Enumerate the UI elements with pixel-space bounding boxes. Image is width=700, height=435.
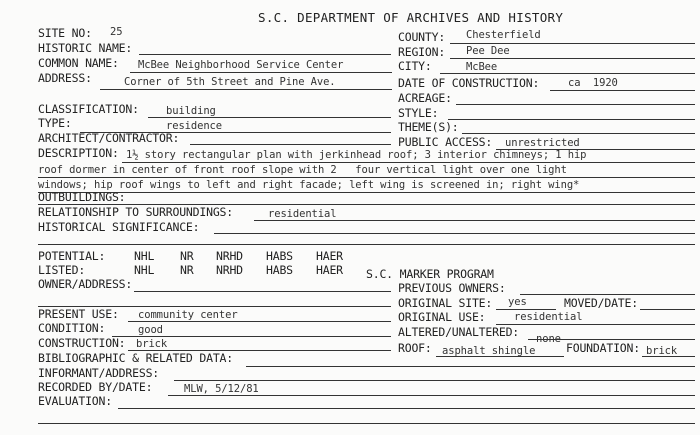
theme-line [462,133,695,134]
section-divider [38,244,695,245]
site-no-label: SITE NO: [38,26,92,40]
description-rule-3 [38,192,695,193]
roof-value: asphalt shingle [442,345,536,357]
classification-line [148,117,391,118]
county-value: Chesterfield [466,29,541,41]
potential-nr: NR [180,249,194,263]
city-label: CITY: [398,59,432,73]
altered-value: none [536,333,561,345]
listed-haer: HAER [316,263,343,277]
original-use-label: ORIGINAL USE: [398,310,486,324]
present-use-label: PRESENT USE: [38,307,119,321]
acreage-label: ACREAGE: [398,91,452,105]
description-rule-2 [38,177,695,178]
type-label: TYPE: [38,116,72,130]
foundation-label: FOUNDATION: [566,341,640,355]
roof-label: ROOF: [398,341,432,355]
bibliographic-line [246,366,695,367]
significance-line [214,233,695,234]
relationship-line [254,220,695,221]
original-site-line [496,309,556,310]
significance-label: HISTORICAL SIGNIFICANCE: [38,220,200,234]
potential-nrhd: NRHD [216,249,243,263]
description-line-3: windows; hip roof wings to left and right facade; left wing is screened in; right wing* [38,179,580,191]
common-name-line [130,72,392,73]
form-title: S.C. DEPARTMENT OF ARCHIVES AND HISTORY [258,10,564,25]
informant-line [174,380,695,381]
evaluation-label: EVALUATION: [38,394,112,408]
listed-nhl: NHL [134,263,155,277]
recorded-by-line [168,395,695,396]
condition-line [112,336,391,337]
listed-habs: HABS [266,263,293,277]
altered-line [528,339,695,340]
original-use-line [496,324,695,325]
region-label: REGION: [398,45,446,59]
foundation-value: brick [646,345,678,357]
style-line [448,119,695,120]
original-site-label: ORIGINAL SITE: [398,296,493,310]
historic-name-label: HISTORIC NAME: [38,41,133,55]
marker-program-label: S.C. MARKER PROGRAM [366,267,494,281]
date-of-construction-label: DATE OF CONSTRUCTION: [398,76,540,90]
description-line-2: roof dormer in center of front roof slope with 2 four vertical light over one light [38,164,567,176]
style-label: STYLE: [398,106,439,120]
public-access-value: unrestricted [505,137,580,149]
potential-habs: HABS [266,249,293,263]
evaluation-line-2 [38,423,695,424]
classification-value: building [166,105,216,117]
architect-label: ARCHITECT/CONTRACTOR: [38,131,180,145]
previous-owners-label: PREVIOUS OWNERS: [398,281,506,295]
potential-label: POTENTIAL: [38,249,106,263]
description-rule-1 [122,162,695,163]
moved-date-line [640,309,695,310]
outbuildings-label: OUTBUILDINGS: [38,190,126,204]
condition-value: good [138,324,163,336]
relationship-label: RELATIONSHIP TO SURROUNDINGS: [38,205,233,219]
evaluation-line [118,408,695,409]
common-name-value: McBee Neighborhood Service Center [138,59,344,71]
informant-label: INFORMANT/ADDRESS: [38,366,160,380]
condition-label: CONDITION: [38,321,106,335]
address-line [100,89,392,90]
public-access-label: PUBLIC ACCESS: [398,135,493,149]
construction-label: CONSTRUCTION: [38,336,126,350]
architect-line [190,144,391,145]
listed-nrhd: NRHD [216,263,243,277]
relationship-value: residential [268,208,337,220]
owner-address-line [134,291,391,292]
historic-name-line [139,54,391,55]
recorded-by-value: MLW, 5/12/81 [184,383,259,395]
city-value: McBee [466,61,498,73]
original-site-value: yes [508,296,527,308]
moved-date-label: MOVED/DATE: [564,296,638,310]
listed-label: LISTED: [38,263,86,277]
description-line-1: 1½ story rectangular plan with jerkinhead roof; 3 interior chimneys; 1 hip [126,149,587,161]
foundation-line [642,356,695,357]
date-line [550,90,695,91]
bibliographic-label: BIBLIOGRAPHIC & RELATED DATA: [38,351,233,365]
potential-nhl: NHL [134,249,155,263]
acreage-line [456,104,695,105]
previous-owners-line [520,294,695,295]
county-line [450,43,695,44]
type-value: residence [166,120,222,132]
region-value: Pee Dee [466,45,510,57]
recorded-by-label: RECORDED BY/DATE: [38,380,153,394]
construction-value: brick [136,338,168,350]
city-line [440,73,695,74]
roof-line [436,356,564,357]
present-use-line [128,321,391,322]
date-of-construction-value: ca 1920 [568,77,618,89]
theme-label: THEME(S): [398,120,459,134]
owner-address-label: OWNER/ADDRESS: [38,277,133,291]
site-no-value: 25 [110,26,123,38]
description-label: DESCRIPTION: [38,146,119,160]
original-use-value: residential [514,311,583,323]
address-value: Corner of 5th Street and Pine Ave. [124,76,336,88]
region-line [450,58,695,59]
county-label: COUNTY: [398,30,446,44]
address-label: ADDRESS: [38,71,92,85]
altered-label: ALTERED/UNALTERED: [398,325,520,339]
present-use-value: community center [138,309,238,321]
classification-label: CLASSIFICATION: [38,102,139,116]
listed-nr: NR [180,263,194,277]
potential-haer: HAER [316,249,343,263]
common-name-label: COMMON NAME: [38,56,119,70]
